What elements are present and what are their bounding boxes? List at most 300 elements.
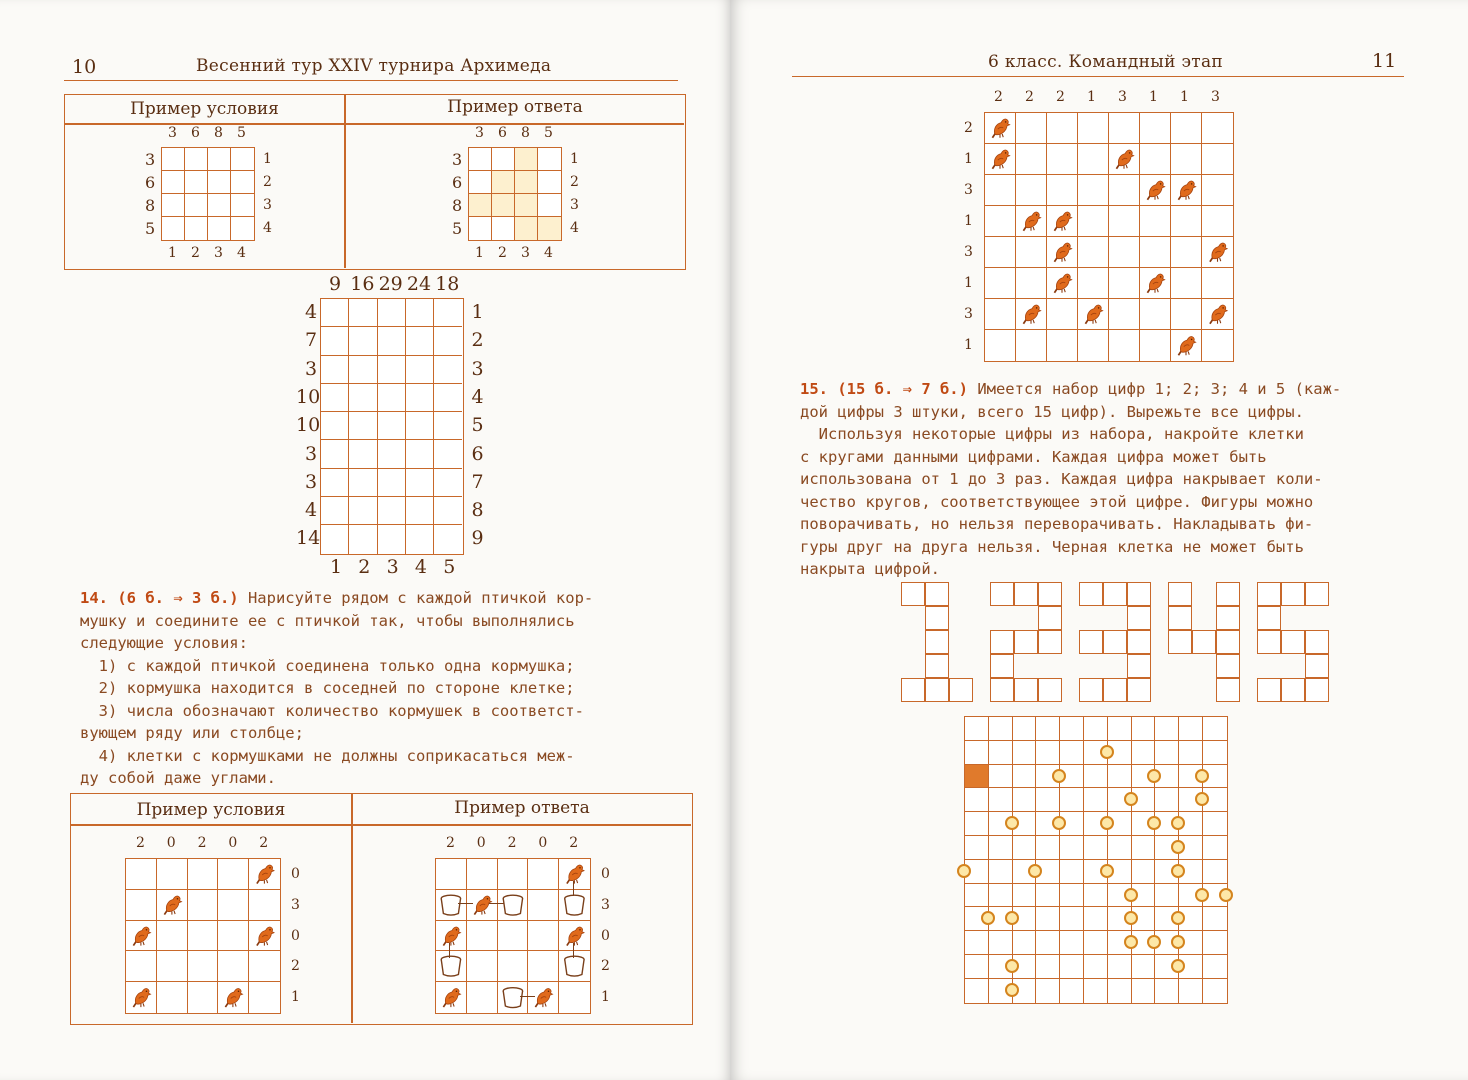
problem-number: 15. (15 б. ⇒ 7 б.) bbox=[800, 380, 968, 398]
grid-cell bbox=[406, 440, 434, 468]
line-text: Имеется набор цифр 1; 2; 3; 4 и 5 (каж- bbox=[967, 380, 1342, 398]
grid-cell bbox=[1078, 206, 1109, 237]
bottom-index-label: 4 bbox=[414, 555, 427, 578]
bird-icon bbox=[1173, 332, 1199, 359]
text-line bbox=[800, 491, 1341, 514]
grid-cell bbox=[349, 299, 377, 327]
right-index-label: 5 bbox=[471, 414, 484, 437]
grid-cell bbox=[1203, 812, 1227, 836]
right-count-label: 2 bbox=[291, 958, 300, 975]
text-line bbox=[80, 632, 593, 655]
grid-cell bbox=[989, 741, 1013, 765]
grid-cell bbox=[989, 717, 1013, 741]
bird-icon bbox=[1018, 301, 1044, 327]
grid-cell bbox=[1060, 717, 1084, 741]
example-1-condition-title: Пример условия bbox=[130, 99, 279, 119]
grid-cell bbox=[208, 148, 231, 171]
grid-cell bbox=[1203, 907, 1227, 931]
top-sum-label: 5 bbox=[237, 125, 246, 141]
text-line bbox=[800, 558, 1341, 581]
digit-cell bbox=[1216, 654, 1240, 678]
grid-cell bbox=[157, 982, 188, 1013]
grid-cell bbox=[157, 890, 188, 921]
line-text: поворачивать, но нельзя переворачивать. Накладывать фи- bbox=[800, 515, 1314, 533]
circle-marker bbox=[1100, 864, 1114, 878]
digit-cell bbox=[1257, 582, 1281, 606]
grid-cell bbox=[231, 217, 254, 240]
digit-cell bbox=[1014, 678, 1038, 702]
connector-line bbox=[573, 943, 574, 958]
grid-cell bbox=[349, 356, 377, 384]
grid-cell bbox=[1036, 931, 1060, 955]
example-2-answer-title: Пример ответа bbox=[454, 798, 590, 818]
grid-cell bbox=[1179, 741, 1203, 765]
left-sum-label: 4 bbox=[305, 301, 318, 323]
digit-cell bbox=[925, 606, 949, 630]
digit-cell bbox=[1192, 630, 1216, 654]
right-index-label: 2 bbox=[570, 174, 579, 190]
line-text: Используя некоторые цифры из набора, накройте клетки bbox=[800, 425, 1304, 443]
grid-cell bbox=[157, 951, 188, 982]
grid-cell bbox=[349, 469, 377, 497]
grid-cell bbox=[1109, 299, 1140, 330]
grid-cell bbox=[1109, 268, 1140, 299]
grid-cell bbox=[349, 440, 377, 468]
digit-cell bbox=[1103, 582, 1127, 606]
grid-cell bbox=[1108, 955, 1132, 979]
left-sum-label: 10 bbox=[296, 414, 321, 437]
connector-line bbox=[520, 996, 535, 997]
feeder-icon bbox=[561, 892, 588, 918]
grid-cell bbox=[1078, 175, 1109, 206]
grid-cell bbox=[126, 951, 157, 982]
grid-cell bbox=[162, 217, 185, 240]
top-sum-label: 24 bbox=[406, 273, 432, 295]
grid-cell bbox=[989, 931, 1013, 955]
grid-cell bbox=[436, 951, 467, 982]
grid-cell bbox=[1202, 330, 1233, 361]
bird-icon bbox=[1049, 208, 1075, 234]
grid-cell bbox=[1132, 860, 1156, 884]
example-1-answer-title: Пример ответа bbox=[447, 97, 583, 117]
grid-cell bbox=[1047, 113, 1078, 144]
digit-cell bbox=[901, 582, 925, 606]
top-count-label: 3 bbox=[1118, 89, 1127, 105]
grid-cell bbox=[1016, 237, 1047, 268]
right-count-label: 3 bbox=[601, 896, 610, 913]
digit-cell bbox=[1127, 582, 1151, 606]
top-sum-label: 6 bbox=[498, 125, 507, 141]
line-text: гуры друг на друга нельзя. Черная клетка не может быть bbox=[800, 537, 1304, 556]
grid-cell bbox=[218, 859, 249, 890]
grid-cell bbox=[1013, 765, 1037, 789]
digit-two-shape bbox=[991, 583, 1063, 703]
grid-cell bbox=[231, 148, 254, 171]
grid-cell bbox=[1078, 144, 1109, 175]
grid-cell bbox=[1060, 788, 1084, 812]
grid-cell bbox=[1203, 979, 1227, 1003]
bird-icon bbox=[561, 861, 588, 887]
grid-cell bbox=[492, 148, 515, 171]
grid-cell bbox=[1060, 884, 1084, 908]
grid-cell bbox=[989, 788, 1013, 812]
grid-cell bbox=[538, 148, 561, 171]
grid-cell bbox=[1013, 788, 1037, 812]
grid-cell bbox=[1108, 765, 1132, 789]
grid-cell bbox=[185, 194, 208, 217]
line-text: Нарисуйте рядом с каждой птичкой кор- bbox=[238, 589, 594, 607]
feeder-icon bbox=[561, 953, 588, 979]
grid-cell bbox=[249, 859, 280, 890]
grid-cell bbox=[436, 982, 467, 1013]
circle-marker bbox=[1171, 864, 1185, 878]
text-line bbox=[80, 700, 593, 723]
grid-cell bbox=[378, 384, 406, 412]
bird-icon bbox=[1204, 239, 1231, 265]
grid-cell bbox=[434, 327, 462, 355]
grid-cell bbox=[985, 175, 1016, 206]
circle-marker bbox=[1124, 792, 1138, 806]
grid-cell bbox=[321, 384, 349, 412]
left-sum-label: 3 bbox=[145, 150, 156, 169]
right-index-label: 4 bbox=[471, 385, 484, 408]
connector-line bbox=[573, 881, 574, 896]
grid-cell bbox=[528, 921, 559, 952]
grid-cell bbox=[126, 921, 157, 952]
left-sum-label: 5 bbox=[452, 219, 463, 238]
grid-cell bbox=[467, 951, 498, 982]
circle-marker bbox=[1052, 769, 1066, 783]
top-count-label: 0 bbox=[538, 835, 548, 851]
grid-cell bbox=[1155, 717, 1179, 741]
grid-cell bbox=[515, 171, 538, 194]
grid-cell bbox=[1179, 717, 1203, 741]
line-text: чество кругов, соответствующее этой цифре. Фигуры можно bbox=[800, 492, 1314, 511]
line-text: 2) кормушка находится в соседней по стороне клетке; bbox=[80, 679, 575, 697]
grid-cell bbox=[1171, 268, 1202, 299]
grid-cell bbox=[406, 327, 434, 355]
grid-cell bbox=[434, 384, 462, 412]
left-count-label: 1 bbox=[964, 275, 973, 291]
bottom-index-label: 5 bbox=[443, 555, 456, 578]
grid-cell bbox=[1171, 299, 1202, 330]
digit-cell bbox=[1216, 678, 1240, 702]
grid-cell bbox=[162, 148, 185, 171]
grid-cell bbox=[185, 171, 208, 194]
grid-cell bbox=[1132, 836, 1156, 860]
grid-cell bbox=[1203, 955, 1227, 979]
digit-cell bbox=[990, 582, 1014, 606]
grid-cell bbox=[321, 412, 349, 440]
top-count-label: 1 bbox=[1180, 89, 1189, 105]
line-text: следующие условия: bbox=[80, 634, 248, 652]
grid-cell bbox=[1203, 931, 1227, 955]
bottom-index-label: 4 bbox=[237, 245, 246, 261]
grid-cell bbox=[1047, 144, 1078, 175]
line-text: 1) с каждой птичкой соединена только одна кормушка; bbox=[80, 656, 575, 675]
grid-cell bbox=[1036, 979, 1060, 1003]
grid-cell bbox=[321, 299, 349, 327]
digit-cell bbox=[1079, 630, 1103, 654]
left-count-label: 1 bbox=[964, 151, 973, 167]
grid-cell bbox=[1036, 907, 1060, 931]
grid-cell bbox=[1109, 113, 1140, 144]
grid-cell bbox=[1140, 330, 1171, 361]
grid-cell bbox=[515, 194, 538, 217]
right-index-label: 1 bbox=[471, 301, 484, 323]
top-count-label: 2 bbox=[259, 835, 269, 851]
grid-cell bbox=[208, 171, 231, 194]
grid-cell bbox=[218, 921, 249, 952]
grid-cell bbox=[1084, 717, 1108, 741]
bird-icon bbox=[1173, 177, 1199, 203]
grid-cell bbox=[498, 982, 529, 1013]
bird-icon bbox=[530, 984, 556, 1011]
grid-cell bbox=[321, 469, 349, 497]
grid-cell bbox=[528, 951, 559, 982]
grid-cell bbox=[467, 890, 498, 921]
circle-grid bbox=[964, 716, 1228, 1004]
bird-icon bbox=[128, 923, 154, 949]
digit-cell bbox=[901, 678, 925, 702]
digit-cell bbox=[1038, 630, 1062, 654]
grid-cell bbox=[1078, 299, 1109, 330]
grid-cell bbox=[467, 921, 498, 952]
grid-cell bbox=[436, 859, 467, 890]
grid-cell bbox=[162, 194, 185, 217]
grid-cell bbox=[1132, 741, 1156, 765]
top-sum-label: 18 bbox=[435, 273, 460, 295]
digit-cell bbox=[1014, 630, 1038, 654]
circle-marker bbox=[1124, 911, 1138, 925]
grid-cell bbox=[218, 982, 249, 1013]
grid-cell bbox=[559, 859, 590, 890]
grid-cell bbox=[965, 717, 989, 741]
grid-cell bbox=[406, 356, 434, 384]
grid-cell bbox=[1047, 299, 1078, 330]
bottom-index-label: 2 bbox=[358, 555, 371, 578]
grid-cell bbox=[249, 982, 280, 1013]
text-line bbox=[800, 513, 1341, 536]
right-count-label: 2 bbox=[601, 958, 610, 975]
grid-cell bbox=[1036, 741, 1060, 765]
right-index-label: 3 bbox=[263, 197, 272, 213]
top-sum-label: 3 bbox=[475, 125, 484, 141]
main-grid bbox=[320, 298, 464, 555]
grid-cell bbox=[1171, 330, 1202, 361]
bird-icon bbox=[1049, 239, 1075, 265]
left-sum-label: 5 bbox=[145, 219, 156, 238]
bottom-index-label: 3 bbox=[521, 245, 530, 261]
circle-marker bbox=[1195, 769, 1209, 783]
left-count-label: 3 bbox=[964, 182, 973, 198]
grid-cell bbox=[1202, 299, 1233, 330]
grid-cell bbox=[1179, 979, 1203, 1003]
top-sum-label: 8 bbox=[521, 125, 530, 141]
grid-cell bbox=[985, 113, 1016, 144]
bird-icon bbox=[561, 923, 588, 949]
right-index-label: 3 bbox=[471, 357, 484, 380]
top-sum-label: 29 bbox=[378, 273, 403, 295]
digit-cell bbox=[1305, 582, 1329, 606]
digit-cell bbox=[1103, 678, 1127, 702]
grid-cell bbox=[378, 497, 406, 525]
text-line bbox=[80, 610, 593, 633]
top-count-label: 1 bbox=[1087, 89, 1096, 105]
text-line bbox=[80, 722, 593, 745]
grid-cell bbox=[1155, 788, 1179, 812]
digit-cell bbox=[1168, 582, 1192, 606]
example-box-1 bbox=[64, 94, 686, 270]
digit-cell bbox=[990, 630, 1014, 654]
top-count-label: 1 bbox=[1149, 89, 1158, 105]
grid-cell bbox=[185, 217, 208, 240]
grid-cell bbox=[185, 148, 208, 171]
grid-cell bbox=[469, 171, 492, 194]
grid-cell bbox=[1060, 741, 1084, 765]
grid-cell bbox=[434, 440, 462, 468]
grid-cell bbox=[1078, 113, 1109, 144]
grid-cell bbox=[1171, 144, 1202, 175]
circle-marker bbox=[1005, 816, 1019, 830]
right-index-label: 6 bbox=[471, 442, 484, 465]
bird-icon bbox=[251, 923, 278, 949]
grid-cell bbox=[434, 356, 462, 384]
grid-cell bbox=[1140, 237, 1171, 268]
top-count-label: 2 bbox=[1025, 89, 1034, 105]
right-index-label: 2 bbox=[471, 329, 484, 352]
grid-cell bbox=[1202, 113, 1233, 144]
grid-cell bbox=[469, 194, 492, 217]
grid-cell bbox=[1171, 206, 1202, 237]
grid-cell bbox=[434, 299, 462, 327]
grid-cell bbox=[1013, 717, 1037, 741]
grid-cell bbox=[528, 982, 559, 1013]
grid-cell bbox=[498, 921, 529, 952]
top-count-label: 2 bbox=[197, 835, 207, 851]
grid-cell bbox=[321, 327, 349, 355]
top-count-label: 2 bbox=[569, 835, 579, 851]
grid-cell bbox=[1016, 268, 1047, 299]
grid-cell bbox=[1140, 175, 1171, 206]
grid-cell bbox=[965, 741, 989, 765]
grid-cell bbox=[321, 525, 349, 553]
right-index-label: 3 bbox=[570, 197, 579, 213]
left-sum-label: 6 bbox=[452, 173, 463, 192]
digit-cell bbox=[1103, 630, 1127, 654]
grid-cell bbox=[1047, 175, 1078, 206]
grid-cell bbox=[559, 982, 590, 1013]
circle-marker bbox=[1195, 888, 1209, 902]
grid-cell bbox=[1084, 884, 1108, 908]
grid-cell bbox=[378, 327, 406, 355]
grid-cell bbox=[1109, 237, 1140, 268]
grid-cell bbox=[434, 497, 462, 525]
grid-cell bbox=[436, 890, 467, 921]
bird-icon bbox=[438, 923, 464, 949]
grid-cell bbox=[1084, 765, 1108, 789]
bird-icon bbox=[251, 861, 278, 887]
feeder-icon bbox=[500, 984, 526, 1011]
circle-marker bbox=[1028, 864, 1042, 878]
grid-cell bbox=[1060, 860, 1084, 884]
grid-cell bbox=[498, 951, 529, 982]
text-line bbox=[800, 401, 1341, 424]
digit-cell bbox=[1257, 630, 1281, 654]
digit-cell bbox=[925, 630, 949, 654]
grid-cell bbox=[985, 144, 1016, 175]
bird-icon bbox=[220, 984, 246, 1011]
right-index-label: 9 bbox=[471, 527, 484, 550]
grid-cell bbox=[1036, 717, 1060, 741]
grid-cell bbox=[538, 194, 561, 217]
grid-cell bbox=[1078, 237, 1109, 268]
grid-cell bbox=[1203, 860, 1227, 884]
grid-cell bbox=[321, 356, 349, 384]
digit-cell bbox=[990, 678, 1014, 702]
grid-cell bbox=[321, 440, 349, 468]
bird-icon bbox=[438, 984, 464, 1011]
line-text: ду собой даже углами. bbox=[80, 769, 276, 787]
left-sum-label: 3 bbox=[305, 357, 318, 380]
grid-cell bbox=[231, 194, 254, 217]
grid-cell bbox=[965, 836, 989, 860]
right-count-label: 3 bbox=[291, 896, 300, 913]
bird-icon bbox=[1018, 208, 1044, 234]
example-1-ans-grid bbox=[468, 147, 562, 241]
grid-cell bbox=[1203, 717, 1227, 741]
grid-cell bbox=[378, 356, 406, 384]
grid-cell bbox=[1016, 299, 1047, 330]
digit-cell bbox=[925, 654, 949, 678]
bird-icon bbox=[987, 146, 1013, 172]
top-count-label: 0 bbox=[166, 835, 176, 851]
bottom-index-label: 2 bbox=[191, 245, 200, 261]
problem-15-text bbox=[800, 378, 1341, 581]
grid-cell bbox=[498, 859, 529, 890]
grid-cell bbox=[538, 171, 561, 194]
example-2-cond-grid bbox=[125, 858, 281, 1014]
grid-cell bbox=[985, 268, 1016, 299]
grid-cell bbox=[1036, 788, 1060, 812]
right-page bbox=[730, 0, 1468, 1080]
digit-cell bbox=[1257, 678, 1281, 702]
grid-cell bbox=[1171, 175, 1202, 206]
bird-icon bbox=[128, 984, 154, 1011]
digit-five-shape bbox=[1258, 583, 1330, 703]
circle-marker bbox=[1147, 769, 1161, 783]
grid-cell bbox=[559, 890, 590, 921]
grid-cell bbox=[434, 525, 462, 553]
grid-cell bbox=[1140, 113, 1171, 144]
top-count-label: 2 bbox=[136, 835, 145, 851]
left-sum-label: 6 bbox=[145, 173, 156, 192]
left-sum-label: 7 bbox=[305, 329, 318, 352]
line-text: использована от 1 до 3 раз. Каждая цифра накрывает коли- bbox=[800, 470, 1323, 488]
grid-cell bbox=[1202, 268, 1233, 299]
grid-cell bbox=[1132, 955, 1156, 979]
digit-cell bbox=[1257, 606, 1281, 630]
line-text: 3) числа обозначают количество кормушек в соответст- bbox=[80, 701, 584, 720]
right-count-label: 0 bbox=[291, 927, 300, 944]
top-count-label: 2 bbox=[507, 835, 517, 851]
grid-cell bbox=[1202, 175, 1233, 206]
grid-cell bbox=[1078, 268, 1109, 299]
grid-cell bbox=[1202, 237, 1233, 268]
grid-cell bbox=[1155, 741, 1179, 765]
text-line bbox=[800, 468, 1341, 491]
grid-cell bbox=[1109, 206, 1140, 237]
